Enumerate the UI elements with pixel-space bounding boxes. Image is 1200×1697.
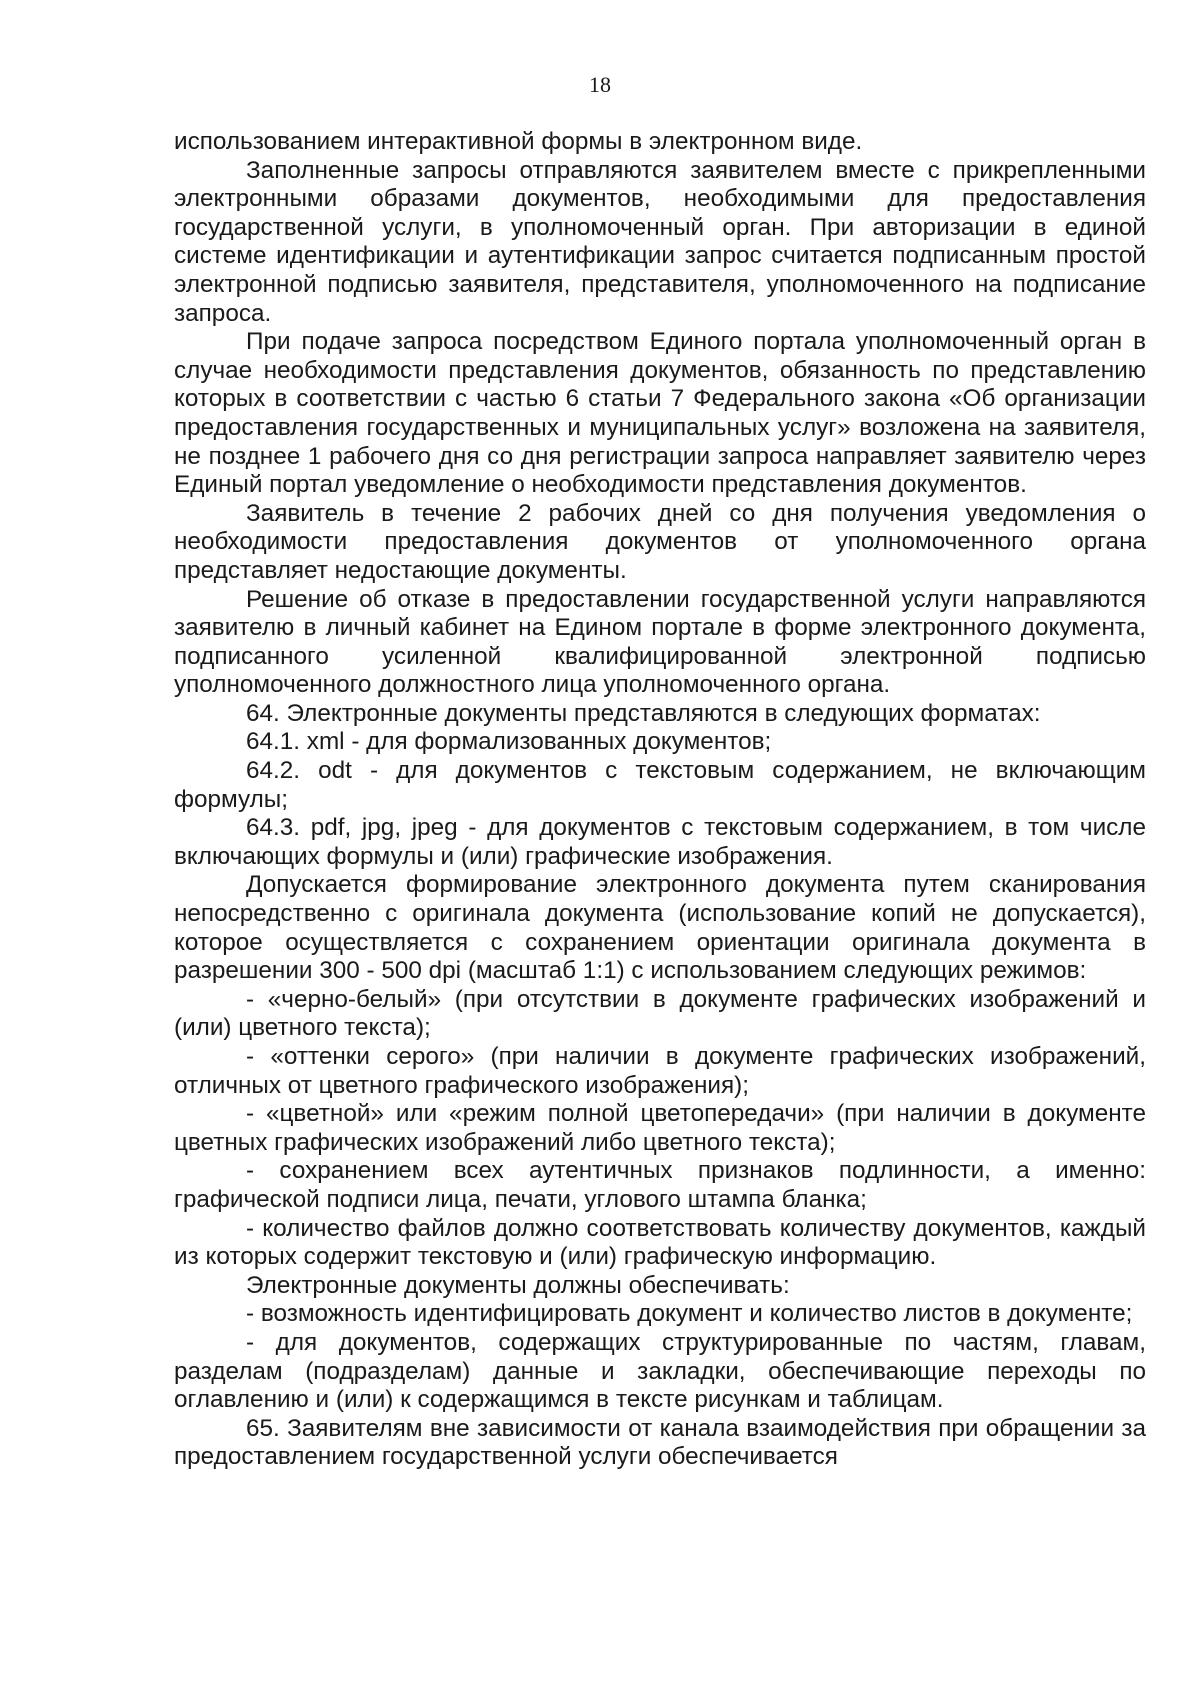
paragraph: Электронные документы должны обеспечивать: (246, 1271, 790, 1299)
paragraph: Заполненные запросы отправляются заявителем вместе с прикрепленными электронными образами документов, необходимыми для предоставления государственной услуги, в уполномоченный орган. При авторизации в единой системе идентификации и аутентификации запрос считается подписанным простой электронной подписью заявителя, представителя, уполномоченного на подписание запроса. (174, 156, 1146, 327)
paragraph: Допускается формирование электронного документа путем сканирования непосредственно с оригинала документа (использование копий не допускается), которое осуществляется с сохранением ориентации оригинала документа в разрешении 300 - 500 dpi (масштаб 1:1) с использованием следующих режимов: (174, 871, 1146, 985)
paragraph: При подаче запроса посредством Единого портала уполномоченный орган в случае необходимости представления документов, обязанность по представлению которых в соответствии с частью 6 статьи 7 Федерального закона «Об организации предоставления государственных и муниципальных услуг» возложена на заявителя, не позднее 1 рабочего дня со дня регистрации запроса направляет заявителю через Единый портал уведомление о необходимости представления документов. (174, 328, 1146, 499)
list-item: 64.3. pdf, jpg, jpeg - для документов с текстовым содержанием, в том числе включающих формулы и (или) графические изображения. (174, 814, 1146, 870)
list-item: - «черно-белый» (при отсутствии в документе графических изображений и (или) цветного текста); (174, 985, 1146, 1042)
paragraph: Заявитель в течение 2 рабочих дней со дня получения уведомления о необходимости предоставления документов от уполномоченного органа представляет недостающие документы. (174, 499, 1146, 584)
document-body (174, 128, 1146, 1472)
list-item: 64.2. odt - для документов с текстовым содержанием, не включающим формулы; (174, 757, 1146, 813)
paragraph: 64. Электронные документы представляются в следующих форматах: (246, 699, 1041, 727)
page-number: 18 (589, 72, 611, 97)
list-item: - сохранением всех аутентичных признаков подлинности, а именно: графической подписи лица, печати, углового штампа бланка; (174, 1157, 1146, 1213)
list-item: - для документов, содержащих структурированные по частям, главам, разделам (подразделам) данные и закладки, обеспечивающие переходы по оглавлению и (или) к содержащимся в тексте рисункам и таблицам. (174, 1328, 1146, 1414)
paragraph: использованием интерактивной формы в электронном виде. (174, 128, 863, 155)
list-item: - количество файлов должно соответствовать количеству документов, каждый из которых содержит текстовую и (или) графическую информацию. (174, 1214, 1146, 1271)
list-item: - возможность идентифицировать документ и количество листов в документе; (246, 1300, 1133, 1328)
paragraph: 65. Заявителям вне зависимости от канала взаимодействия при обращении за предоставлением государственной услуги обеспечивается (174, 1414, 1146, 1471)
list-item: - «цветной» или «режим полной цветопередачи» (при наличии в документе цветных графических изображений либо цветного текста); (174, 1100, 1146, 1156)
list-item: - «оттенки серого» (при наличии в документе графических изображений, отличных от цветного графического изображения); (174, 1043, 1146, 1099)
list-item: 64.1. xml - для формализованных документов; (246, 728, 772, 756)
paragraph: Решение об отказе в предоставлении государственной услуги направляются заявителю в личный кабинет на Едином портале в форме электронного документа, подписанного усиленной квалифицированной электронной подписью уполномоченного должностного лица уполномоченного органа. (174, 585, 1146, 699)
